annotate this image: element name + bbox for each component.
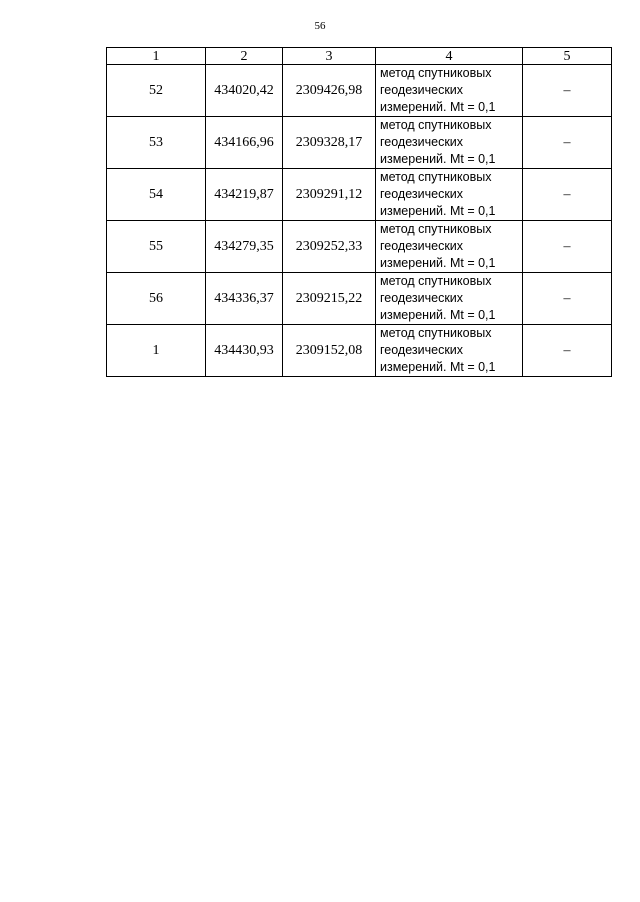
table-row	[107, 273, 612, 325]
method-cell: метод спутниковых геодезических измерений. Mt = 0,1	[376, 325, 523, 377]
note-cell: –	[523, 117, 612, 169]
point-number-cell: 53	[107, 117, 206, 169]
table-row	[107, 325, 612, 377]
method-cell: метод спутниковых геодезических измерений. Mt = 0,1	[376, 273, 523, 325]
table-row	[107, 169, 612, 221]
point-number-cell: 55	[107, 221, 206, 273]
x-coordinate-cell: 434219,87	[206, 169, 283, 221]
header-cell-5: 5	[523, 48, 612, 65]
x-coordinate-cell: 434020,42	[206, 65, 283, 117]
header-cell-3: 3	[283, 48, 376, 65]
y-coordinate-cell: 2309328,17	[283, 117, 376, 169]
note-cell: –	[523, 221, 612, 273]
point-number-cell: 56	[107, 273, 206, 325]
header-cell-1: 1	[107, 48, 206, 65]
x-coordinate-cell: 434430,93	[206, 325, 283, 377]
note-cell: –	[523, 169, 612, 221]
note-cell: –	[523, 273, 612, 325]
y-coordinate-cell: 2309252,33	[283, 221, 376, 273]
x-coordinate-cell: 434166,96	[206, 117, 283, 169]
method-cell: метод спутниковых геодезических измерений. Mt = 0,1	[376, 65, 523, 117]
x-coordinate-cell: 434336,37	[206, 273, 283, 325]
note-cell: –	[523, 325, 612, 377]
y-coordinate-cell: 2309152,08	[283, 325, 376, 377]
point-number-cell: 54	[107, 169, 206, 221]
method-cell: метод спутниковых геодезических измерений. Mt = 0,1	[376, 117, 523, 169]
y-coordinate-cell: 2309215,22	[283, 273, 376, 325]
header-cell-2: 2	[206, 48, 283, 65]
x-coordinate-cell: 434279,35	[206, 221, 283, 273]
point-number-cell: 1	[107, 325, 206, 377]
header-row	[107, 48, 612, 65]
header-cell-4: 4	[376, 48, 523, 65]
coordinates-table	[106, 47, 612, 377]
y-coordinate-cell: 2309291,12	[283, 169, 376, 221]
page-number: 56	[314, 20, 326, 32]
y-coordinate-cell: 2309426,98	[283, 65, 376, 117]
note-cell: –	[523, 65, 612, 117]
method-cell: метод спутниковых геодезических измерений. Mt = 0,1	[376, 221, 523, 273]
table-row	[107, 65, 612, 117]
point-number-cell: 52	[107, 65, 206, 117]
table-row	[107, 221, 612, 273]
method-cell: метод спутниковых геодезических измерений. Mt = 0,1	[376, 169, 523, 221]
table-row	[107, 117, 612, 169]
